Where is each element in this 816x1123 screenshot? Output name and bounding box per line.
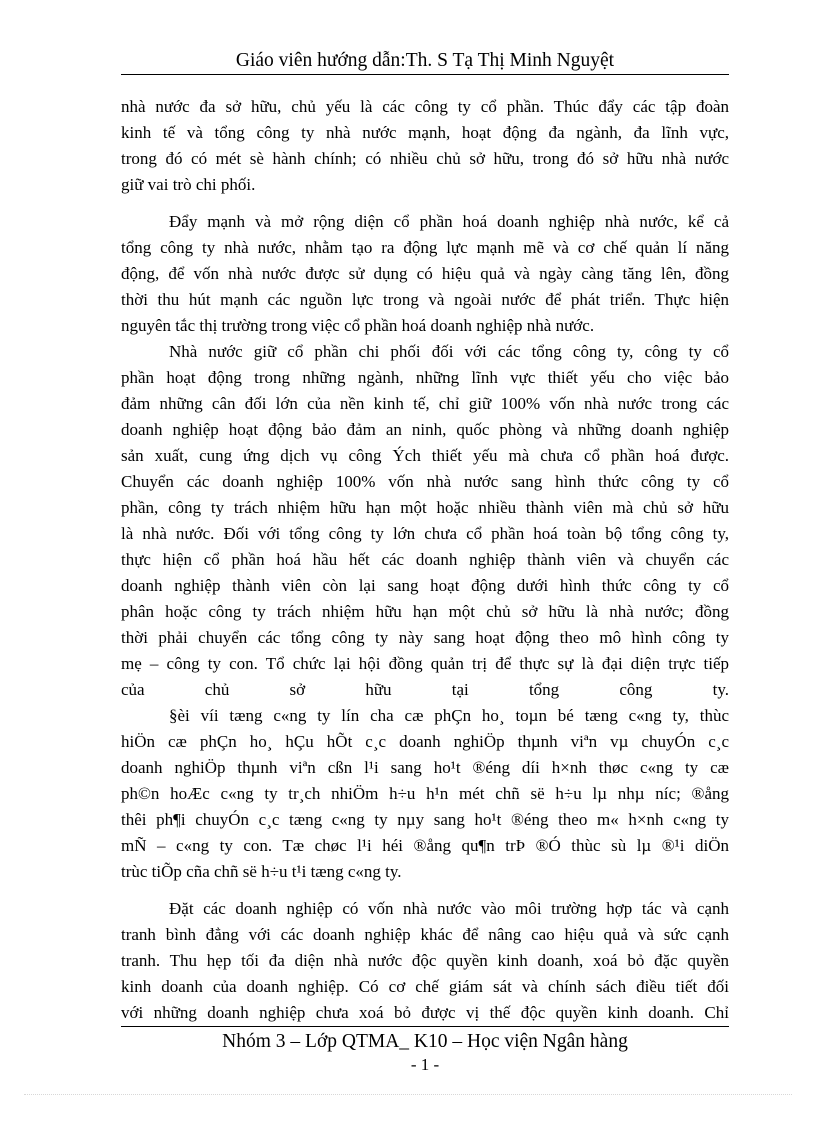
text-line: của chủ sở hữu tại tổng công ty. [121,680,729,699]
text-line: Nhà nước giữ cổ phần chi phối đối với các tổng công ty, công ty cổ [169,342,729,361]
paragraph-4-garbled [121,703,729,885]
text-line: phân hoặc công ty trách nhiệm hữu hạn một chủ sở hữu là nhà nước; đồng [121,602,729,621]
text-line: đảm những cân đối lớn của nền kinh tế, chỉ giữ 100% vốn nhà nước trong các [121,394,729,413]
text-line: kinh doanh của doanh nghiệp. Có cơ chế giám sát và chính sách điều tiết đối [121,977,729,996]
paragraph-2 [121,209,729,339]
text-line: doanh nghiệp hoạt động bảo đảm an ninh, quốc phòng và những doanh nghiệp [121,420,729,439]
text-line: §èi víi tæng c«ng ty lín cha cæ phÇn ho¸ toµn bé tæng c«ng ty, thùc [169,706,729,725]
document-body [121,94,729,1026]
page-footer: Nhóm 3 – Lớp QTMA_ K10 – Học viện Ngân hàng [222,1031,628,1052]
paragraph-5 [121,896,729,1026]
paragraph-3 [121,339,729,703]
text-line: thời phải chuyển các tổng công ty này sang hoạt động theo mô hình công ty [121,628,729,647]
paragraph-1 [121,94,729,198]
paragraph-gap [121,885,729,896]
text-line: giữ vai trò chi phối. [121,175,256,194]
paragraph-gap [121,198,729,209]
text-line: tranh bình đẳng với các doanh nghiệp khác để nâng cao hiệu quả và sức cạnh [121,925,729,944]
text-line: với những doanh nghiệp chưa xoá bỏ được vị thế độc quyền kinh doanh. Chỉ [121,1003,729,1022]
text-line: động, để vốn nhà nước được sử dụng có hiệu quả và ngày càng tăng lên, đồng [121,264,729,283]
text-line: phần, công ty trách nhiệm hữu hạn một hoặc nhiều thành viên mà chủ sở hữu [121,498,729,517]
text-line: doanh nghiÖp thµnh viªn cßn l¹i sang ho¹t ®éng díi h×nh thøc c«ng ty cæ [121,758,729,777]
text-line: tranh. Thu hẹp tối đa diện nhà nước độc quyền kinh doanh, xoá bỏ đặc quyền [121,951,729,970]
page-edge-divider [24,1094,792,1095]
text-line: nhà nước đa sở hữu, chủ yếu là các công ty cổ phần. Thúc đẩy các tập đoàn [121,97,729,116]
text-line: là nhà nước. Đối với tổng công ty lớn chưa cổ phần hoá toàn bộ tổng công ty, [121,524,729,543]
footer-rule [121,1026,729,1027]
text-line: thời thu hút mạnh các nguồn lực trong và ngoài nước để phát triển. Thực hiện [121,290,729,309]
text-line: Chuyển các doanh nghiệp 100% vốn nhà nước sang hình thức công ty cổ [121,472,729,491]
text-line: hiÖn cæ phÇn ho¸ hÇu hÕt c¸c doanh nghiÖp thµnh viªn vµ chuyÓn c¸c [121,732,729,751]
header-rule [121,74,729,75]
text-line: Đặt các doanh nghiệp có vốn nhà nước vào môi trường hợp tác và cạnh [169,899,729,918]
text-line: kinh tế và tổng công ty nhà nước mạnh, hoạt động đa ngành, đa lĩnh vực, [121,123,729,142]
text-line: mÑ – c«ng ty con. Tæ chøc l¹i héi ®ång qu¶n trÞ ®Ó thùc sù lµ ®¹i diÖn [121,836,729,855]
text-line: Đẩy mạnh và mở rộng diện cổ phần hoá doanh nghiệp nhà nước, kể cả [169,212,729,231]
text-line: nguyên tắc thị trường trong việc cổ phần hoá doanh nghiệp nhà nước. [121,316,595,335]
text-line: trong đó có mét sè hành chính; có nhiều chủ sở hữu, trong đó sở hữu nhà nước [121,149,729,168]
text-line: ph©n hoÆc c«ng ty tr¸ch nhiÖm h÷u h¹n mét chñ së h÷u lµ nhµ níc; ®ång [121,784,729,803]
text-line: tổng công ty nhà nước, nhằm tạo ra động lực mạnh mẽ và cơ chế quản lí năng [121,238,729,257]
text-line: trùc tiÕp cña chñ së h÷u t¹i tæng c«ng ty. [121,862,402,881]
page-header: Giáo viên hướng dẫn:Th. S Tạ Thị Minh Nguyệt [235,50,615,71]
text-line: sản xuất, cung ứng dịch vụ công Ých thiết yếu mà chưa cổ phần hoá được. [121,446,729,465]
text-line: phần hoạt động trong những ngành, những lĩnh vực thiết yếu cho việc bảo [121,368,729,387]
text-line: doanh nghiệp thành viên còn lại sang hoạt động dưới hình thức công ty cổ [121,576,729,595]
text-line: mẹ – công ty con. Tổ chức lại hội đồng quản trị để thực sự là đại diện trực tiếp [121,654,729,673]
text-line: thêi ph¶i chuyÓn c¸c tæng c«ng ty nµy sang ho¹t ®éng theo m« h×nh c«ng ty [121,810,729,829]
page-number: - 1 - [410,1055,440,1074]
text-line: thực hiện cổ phần hoá hầu hết các doanh nghiệp thành viên và chuyển các [121,550,729,569]
